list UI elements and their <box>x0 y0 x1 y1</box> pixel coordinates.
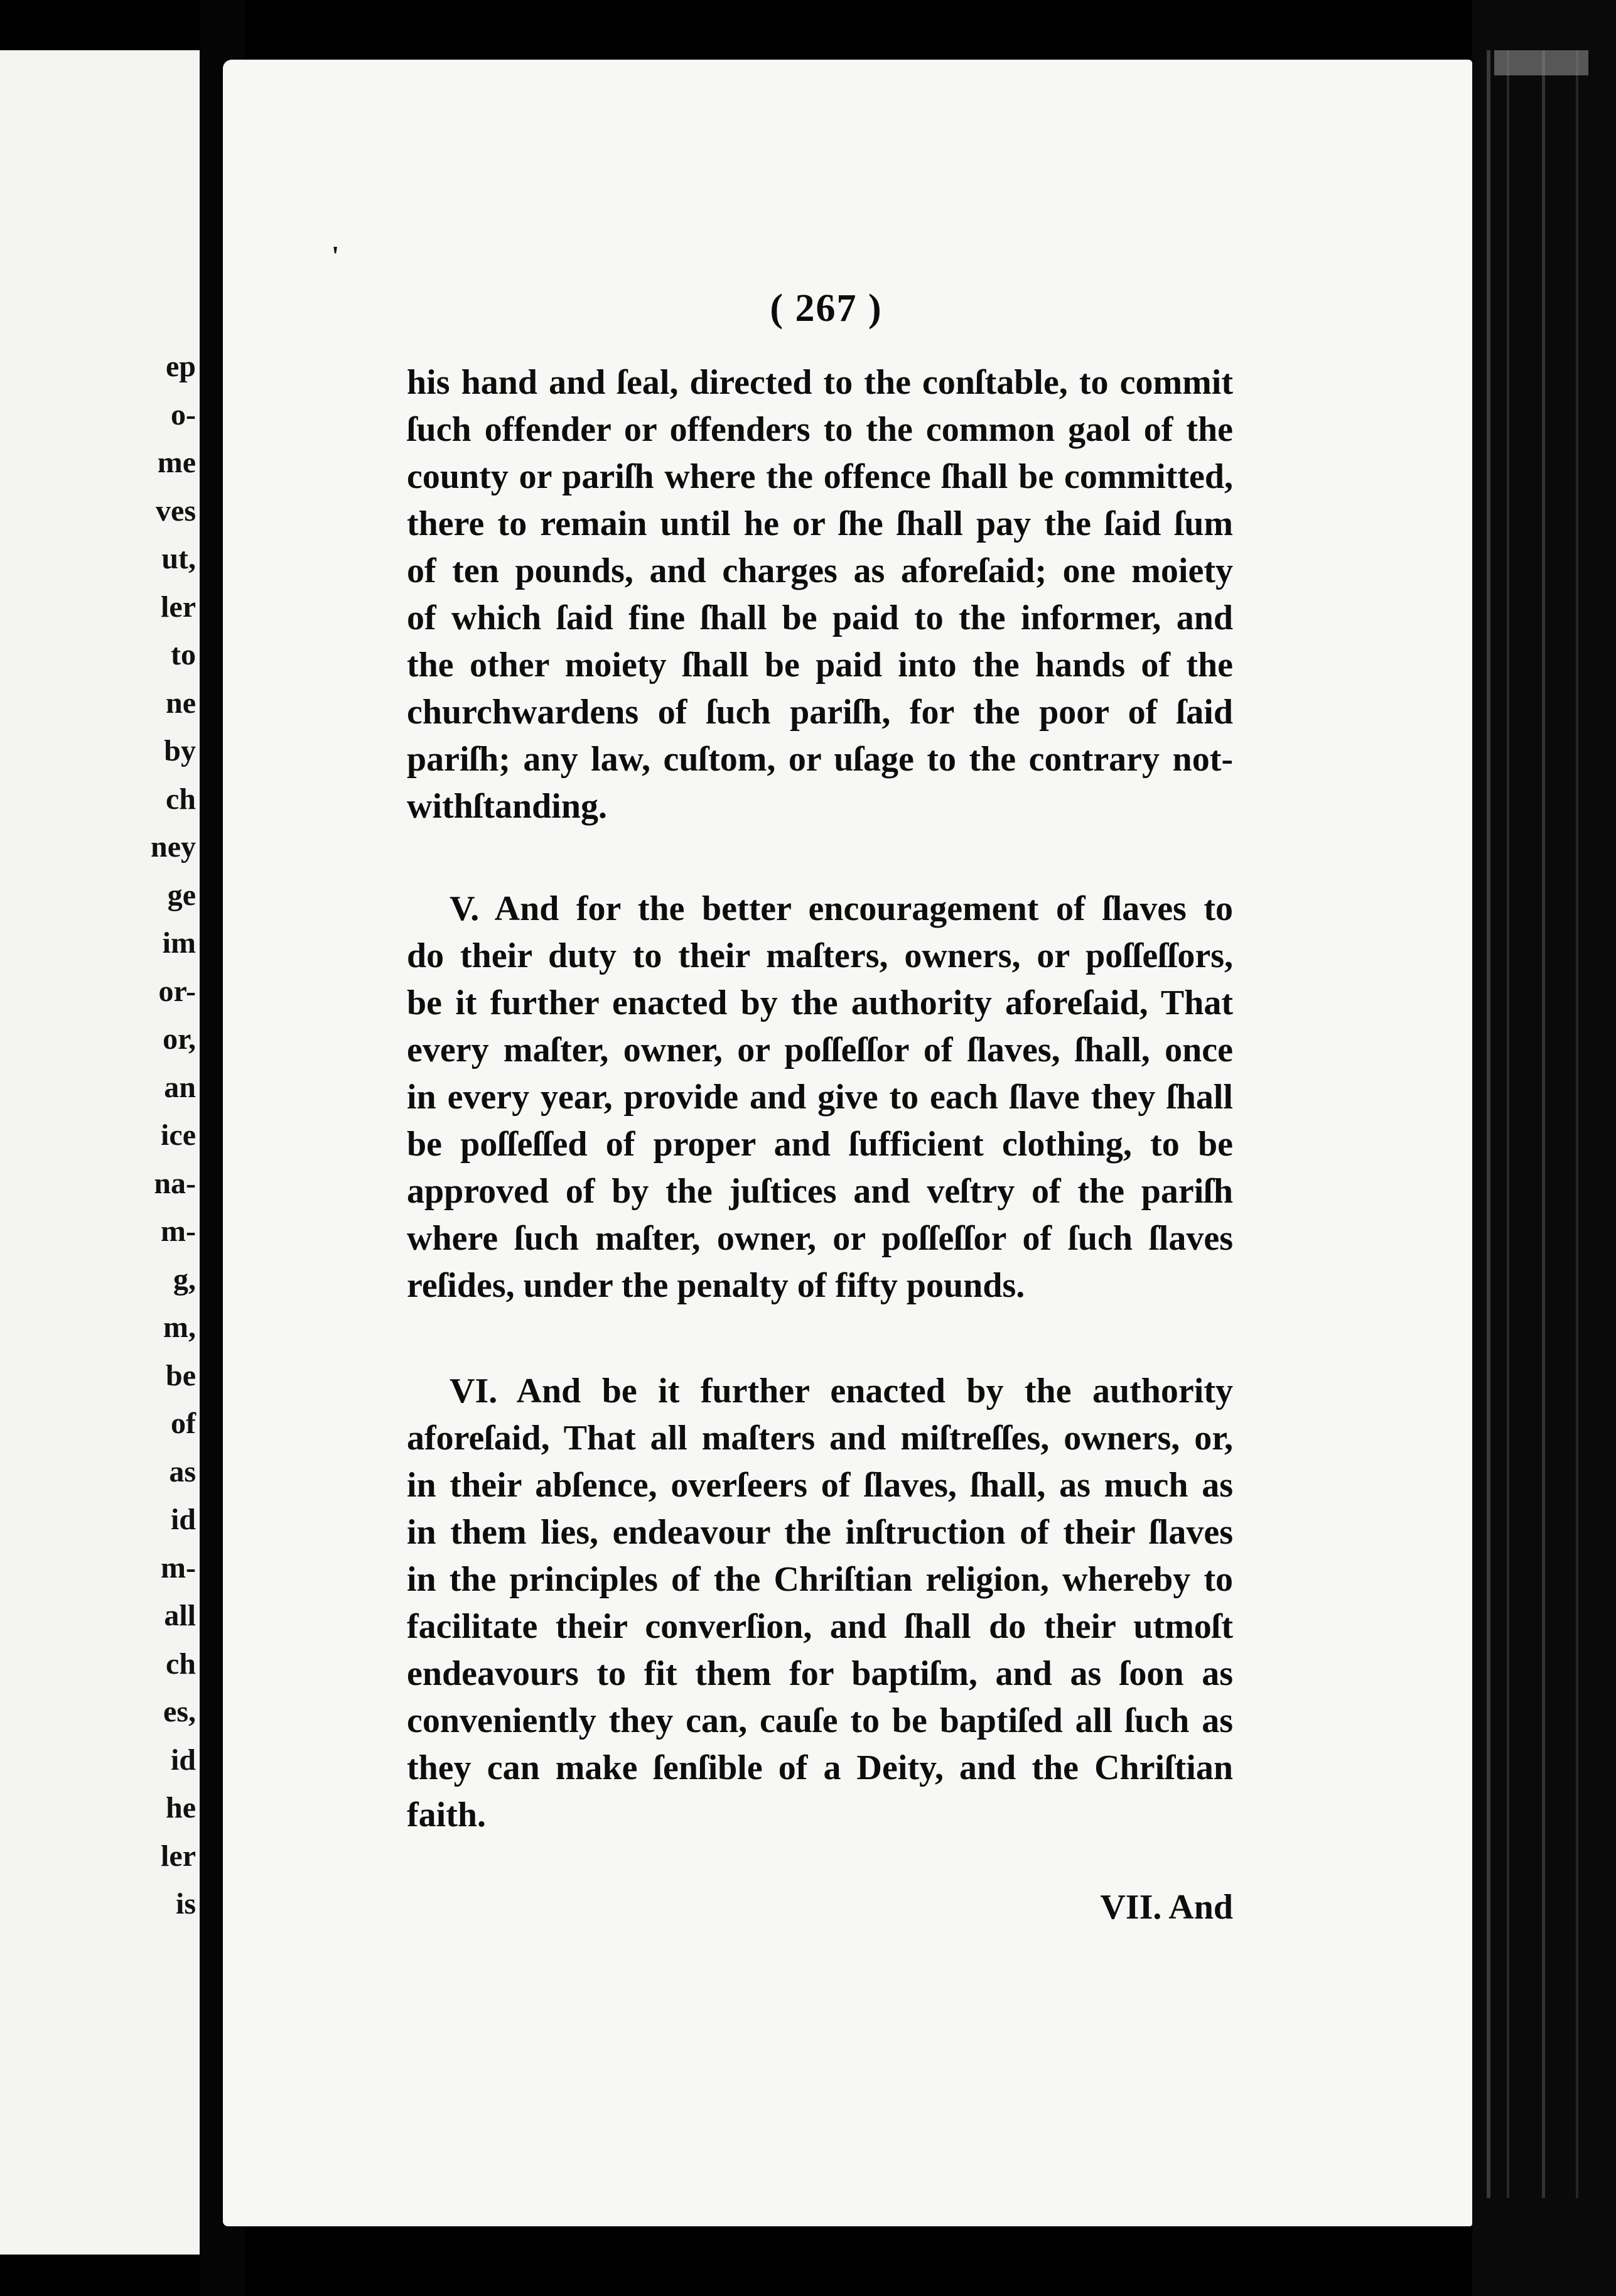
facing-page-fragment: is <box>175 1887 196 1920</box>
text-line: where ſuch maſter, owner, or poſſeſſor of ſuch ſlaves <box>407 1219 1233 1258</box>
text-line: withſtanding. <box>407 787 607 826</box>
text-line: every maſter, owner, or poſſeſſor of ſlaves, ſhall, once <box>407 1031 1233 1069</box>
text-line: pariſh; any law, cuſtom, or uſage to the contrary not- <box>407 740 1233 779</box>
text-line: in them lies, endeavour the inſtruction of their ſlaves <box>407 1513 1233 1552</box>
text-line: do their duty to their maſters, owners, or poſſeſſors, <box>407 936 1233 975</box>
text-line: there to remain until he or ſhe ſhall pay the ſaid ſum <box>407 504 1233 543</box>
text-line: his hand and ſeal, directed to the conſtable, to commit <box>407 363 1233 402</box>
facing-page-fragment: me <box>157 446 196 479</box>
paragraph-3-section-vi <box>407 1368 1233 1839</box>
text-line: in the principles of the Chriſtian religion, whereby to <box>407 1560 1233 1599</box>
facing-page-fragment: m- <box>161 1215 196 1248</box>
text-line: be it further enacted by the authority aforeſaid, That <box>407 983 1233 1022</box>
text-line: county or pariſh where the offence ſhall be committed, <box>407 457 1233 496</box>
facing-page-fragment: ch <box>166 1647 196 1681</box>
facing-page-fragment: to <box>171 638 196 671</box>
facing-page-fragment: an <box>164 1070 196 1104</box>
facing-page-fragment: im <box>162 926 196 960</box>
facing-page-fragment: ge <box>167 878 196 912</box>
text-line: in their abſence, overſeers of ſlaves, ſhall, as much as <box>407 1466 1233 1505</box>
facing-page-fragment: be <box>166 1358 196 1392</box>
text-line: faith. <box>407 1795 486 1834</box>
facing-page-fragment: by <box>164 734 196 767</box>
facing-page-fragment: ch <box>166 782 196 816</box>
text-line: endeavours to fit them for baptiſm, and as ſoon as <box>407 1654 1233 1693</box>
paragraph-2-section-v <box>407 885 1233 1309</box>
text-line: VI. And be it further enacted by the authority <box>450 1372 1233 1411</box>
text-line: reſides, under the penalty of fifty pounds. <box>407 1266 1025 1305</box>
facing-page-text-fragments <box>0 0 200 2296</box>
facing-page-fragment: or- <box>158 974 196 1008</box>
text-line: churchwardens of ſuch pariſh, for the poor of ſaid <box>407 693 1233 732</box>
stray-mark: ' <box>331 241 340 271</box>
facing-page-fragment: na- <box>154 1166 196 1200</box>
text-line: in every year, provide and give to each ſlave they ſhall <box>407 1078 1233 1117</box>
facing-page-fragment: ne <box>166 686 196 720</box>
catchword: VII. And <box>1100 1888 1233 1927</box>
text-line: of which ſaid fine ſhall be paid to the informer, and <box>407 598 1233 637</box>
facing-page-fragment: m- <box>161 1551 196 1584</box>
facing-page-fragment: all <box>164 1599 196 1632</box>
facing-page-fragment: or, <box>163 1022 196 1056</box>
text-line: conveniently they can, cauſe to be baptiſed all ſuch as <box>407 1701 1233 1740</box>
facing-page-fragment: id <box>170 1503 196 1536</box>
page-edge-lines <box>1482 50 1601 2198</box>
text-line: ſuch offender or offenders to the common gaol of the <box>407 410 1233 449</box>
facing-page-fragment: o- <box>171 398 196 431</box>
facing-page-fragment: id <box>170 1743 196 1777</box>
facing-page-fragment: ler <box>161 590 196 624</box>
facing-page-fragment: ler <box>161 1839 196 1873</box>
text-line: V. And for the better encouragement of ſlaves to <box>450 889 1233 928</box>
facing-page-fragment: ut, <box>161 542 196 575</box>
page-number: ( 267 ) <box>770 287 883 330</box>
paragraph-1 <box>407 359 1233 830</box>
text-line: approved of by the juſtices and veſtry of the pariſh <box>407 1172 1233 1211</box>
facing-page-fragment: of <box>171 1407 196 1440</box>
text-line: of ten pounds, and charges as aforeſaid; one moiety <box>407 551 1233 590</box>
facing-page-fragment: g, <box>173 1262 196 1296</box>
facing-page-fragment: he <box>166 1791 196 1824</box>
facing-page-fragment: ney <box>151 830 196 864</box>
text-line: facilitate their converſion, and ſhall do their utmoſt <box>407 1607 1233 1646</box>
text-line: be poſſeſſed of proper and ſufficient clothing, to be <box>407 1125 1233 1164</box>
facing-page-fragment: as <box>169 1454 196 1488</box>
facing-page-fragment: ice <box>161 1118 196 1152</box>
text-line: aforeſaid, That all maſters and miſtreſſes, owners, or, <box>407 1419 1233 1458</box>
text-line: they can make ſenſible of a Deity, and the Chriſtian <box>407 1748 1233 1787</box>
facing-page-fragment: m, <box>163 1311 196 1344</box>
text-line: the other moiety ſhall be paid into the hands of the <box>407 646 1233 685</box>
facing-page-fragment: es, <box>163 1695 196 1728</box>
facing-page-fragment: ep <box>166 350 196 383</box>
facing-page-fragment: ves <box>156 494 196 528</box>
